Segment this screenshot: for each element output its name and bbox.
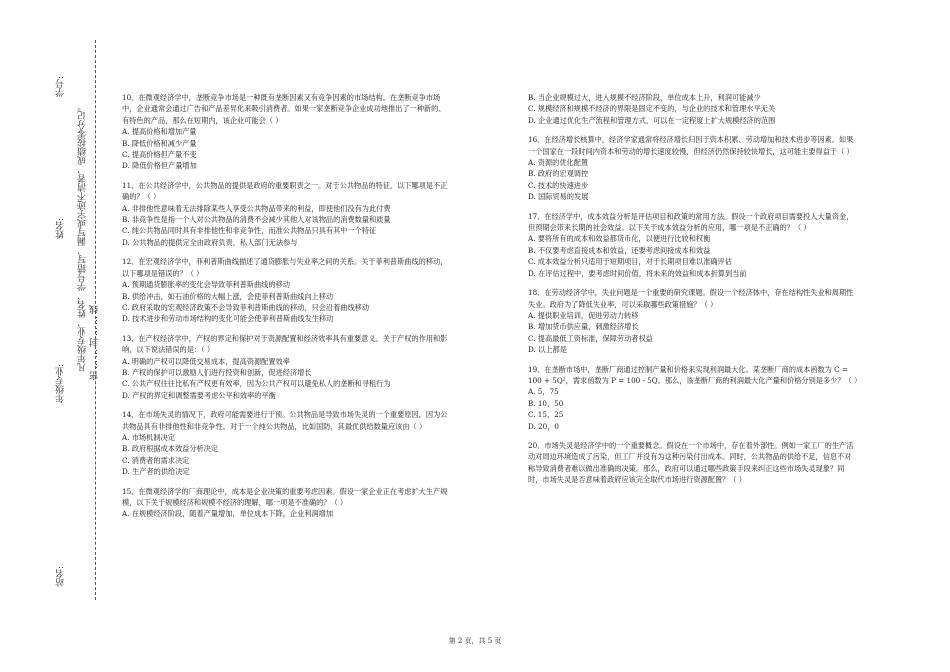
question	[122, 486, 452, 520]
right-column	[528, 92, 862, 494]
answer-option: C. 提高价格但产量不变	[122, 150, 197, 160]
major-label: 年级专业:	[56, 364, 66, 404]
answer-option: D. 公共物品的提供完全由政府负责，私人部门无法参与	[122, 237, 298, 247]
answer-option: A. 提供职业培训，促进劳动力转移	[528, 310, 639, 320]
answer-option: C. 纯公共物品同时具有非排他性和非竞争性，而准公共物品只具有其中一个特征	[122, 226, 377, 236]
answer-option: A. 要将所有的成本和效益都货币化，以便进行比较和权衡	[528, 234, 711, 244]
page-number: 第 2 页，共 5 页	[448, 637, 502, 645]
answer-option: D. 在评估过程中，要考虑时间价值，将未来的效益和成本折算到当前	[528, 268, 747, 278]
question-stem: 10、在微观经济学中，垄断竞争市场是一种既有垄断因素又有竞争因素的市场结构。在垄断竞争市场中，企业通常会通过广告和产品差异化来吸引消费者。如果一家垄断竞争企业成功地推出了一种新的、有特色的产品，那么在短期内，该企业可能会（ ）	[122, 93, 446, 125]
answer-option: B. 增加货币供应量，刺激经济增长	[528, 322, 639, 332]
answer-option: C. 政府采取的宏观经济政策不会导致菲利普斯曲线的移动，只会沿着曲线移动	[122, 302, 370, 312]
answer-option: B. 10，50	[528, 398, 564, 408]
answer-option: A. 市场机制决定	[122, 432, 175, 442]
question-stem: 16、在经济增长核算中，经济学家通常将经济增长归因于资本积累、劳动增加和技术进步等因素。如果一个国家在一段时间内资本和劳动的增长速度较慢，但经济仍然保持较快增长，这可能主要得益于（ ）	[528, 135, 854, 156]
question	[528, 364, 862, 432]
question-stem: 17、在经济学中，成本效益分析是评估项目和政策的常用方法。假设一个政府项目需要投入大量资金，但预期会带来长期的社会效益。以下关于成本效益分析的应用，哪一项是不正确的？（ ）	[528, 211, 854, 233]
answer-option: A. 明确的产权可以降低交易成本，提高资源配置效率	[122, 356, 290, 366]
answer-option: D. 以上都是	[528, 345, 567, 355]
answer-option: C. 规模经济和规模不经济的界限是固定不变的，与企业的技术和管理水平无关	[528, 104, 776, 114]
answer-option: D. 技术进步和劳动市场结构的变化可能会使菲利普斯曲线发生移动	[122, 314, 334, 324]
question-stem: 20、市场失灵是经济学中的一个重要概念。假设在一个市场中，存在着外部性。例如一家工厂的生产活动对周边环境造成了污染，但工厂并没有为这种污染付出成本。同时，公共物品的供给不足，信息不对称导致消费者难以做出准确的决策。那么，政府可以通过哪些政策手段来纠正这些市场失灵现象？同时，市场失灵是否意味着政府应该完全取代市场进行资源配置？（ ）	[528, 440, 854, 485]
left-column	[122, 92, 452, 528]
answer-option: D. 生产者的供给决定	[122, 467, 190, 477]
answer-option: A. 资源的优化配置	[528, 158, 589, 168]
answer-option: D. 国际贸易的发展	[528, 192, 589, 202]
answer-option: A. 提高价格和增加产量	[122, 127, 197, 137]
school-label: 站名:	[56, 566, 66, 588]
answer-option: B. 政府的宏观调控	[528, 169, 589, 179]
answer-option: B. 供给冲击，如石油价格的大幅上涨，会使菲利普斯曲线向上移动	[122, 291, 334, 301]
seal-dashed-line	[95, 40, 96, 600]
answer-option: B. 不仅要考虑直接成本和效益，还要考虑间接成本和效益	[528, 245, 711, 255]
question-stem: 12、在宏观经济学中，菲利普斯曲线描述了通货膨胀与失业率之间的关系。关于菲利普斯曲线的移动，以下哪项是错误的？（ ）	[122, 257, 448, 278]
answer-option: B. 降低价格和减少产量	[122, 138, 197, 148]
question-stem: 18、在劳动经济学中，失业问题是一个重要的研究课题。假设一个经济体中，存在结构性失业和周期性失业。政府为了降低失业率，可以采取哪些政策措施？（ ）	[528, 288, 854, 309]
answer-option: D. 20，0	[528, 421, 559, 431]
student-id-label: 学号:	[56, 76, 66, 98]
question	[528, 92, 858, 126]
answer-option: D. 降低价格但产量增加	[122, 161, 197, 171]
answer-option: A. 5，75	[528, 387, 559, 397]
answer-option: C. 技术的快速进步	[528, 180, 589, 190]
seal-line-marks: 密……封……线	[90, 303, 100, 380]
answer-option: C. 提高最低工资标准，保障劳动者权益	[528, 333, 653, 343]
answer-option: C. 成本效益分析只适用于短期项目，对于长期项目难以准确评估	[528, 257, 732, 267]
answer-option: B. 产权的保护可以激励人们进行投资和创新，促进经济增长	[122, 367, 312, 377]
question	[122, 409, 452, 477]
question	[122, 333, 452, 401]
answer-option: C. 公共产权往往比私有产权更有效率，因为公共产权可以避免私人的垄断和寻租行为	[122, 379, 391, 389]
question	[122, 92, 452, 172]
question-stem: 15、在微观经济学的厂商理论中，成本是企业决策的重要考虑因素。假设一家企业正在考虑扩大生产规模，以下关于规模经济和规模不经济的理解，哪一项是不准确的？（ ）	[122, 486, 448, 507]
answer-option: A. 非排他性意味着无法排除某些人享受公共物品带来的利益，即使他们没有为此付费	[122, 203, 391, 213]
question	[122, 256, 452, 324]
name-label: 姓名:	[56, 218, 66, 240]
answer-option: B. 当企业规模过大，进入规模不经济阶段，单位成本上升，利润可能减少	[528, 93, 761, 102]
answer-option: A. 预期通货膨胀率的变化会导致菲利普斯曲线的移动	[122, 280, 290, 290]
question-stem: 11、在公共经济学中，公共物品的提供是政府的重要职责之一。对于公共物品的特征，以下哪项是不正确的？（ ）	[122, 180, 448, 202]
question	[528, 440, 858, 486]
answer-option: A. 在规模经济阶段，随着产量增加，单位成本下降，企业利润增加	[122, 509, 334, 519]
question-stem: 14、在市场失灵的情况下，政府可能需要进行干预。公共物品是导致市场失灵的一个重要原因，因为公共物品具有非排他性和非竞争性。对于一个纯公共物品，比如国防，其最优供给数量应该由（ ）	[122, 410, 448, 431]
answer-option: C. 消费者的需求决定	[122, 455, 190, 465]
question	[528, 287, 858, 355]
binding-margin	[0, 0, 110, 672]
answer-option: B. 政府根据成本效益分析决定	[122, 444, 219, 454]
question	[528, 211, 858, 279]
answer-option: C. 15，25	[528, 410, 564, 420]
answer-option: B. 非竞争性是指一个人对公共物品的消费不会减少其他人对该物品的消费数量和质量	[122, 215, 391, 225]
binding-notice: 凡年级专业、姓名、学号错写、漏写或字迹不清者，成绩按零分记。	[78, 102, 88, 372]
answer-option: D. 企业通过优化生产流程和管理方式，可以在一定程度上扩大规模经济的范围	[528, 115, 776, 125]
question	[528, 134, 858, 202]
question-stem: 13、在产权经济学中，产权的界定和保护对于资源配置和经济效率具有重要意义。关于产权的作用和影响，以下说法错误的是：（ ）	[122, 333, 448, 355]
answer-option: D. 产权的界定和调整需要考虑公平和效率的平衡	[122, 390, 276, 400]
question-stem: 19、在垄断市场中，垄断厂商通过控制产量和价格来实现利润最大化。某垄断厂商的成本函数为 C = 100 + 5Q²，需求函数为 P = 100 - 5Q。那么，该垄断厂商的利润最大化产量和价格分别是多少？（ ）	[528, 364, 862, 385]
question	[122, 180, 452, 248]
